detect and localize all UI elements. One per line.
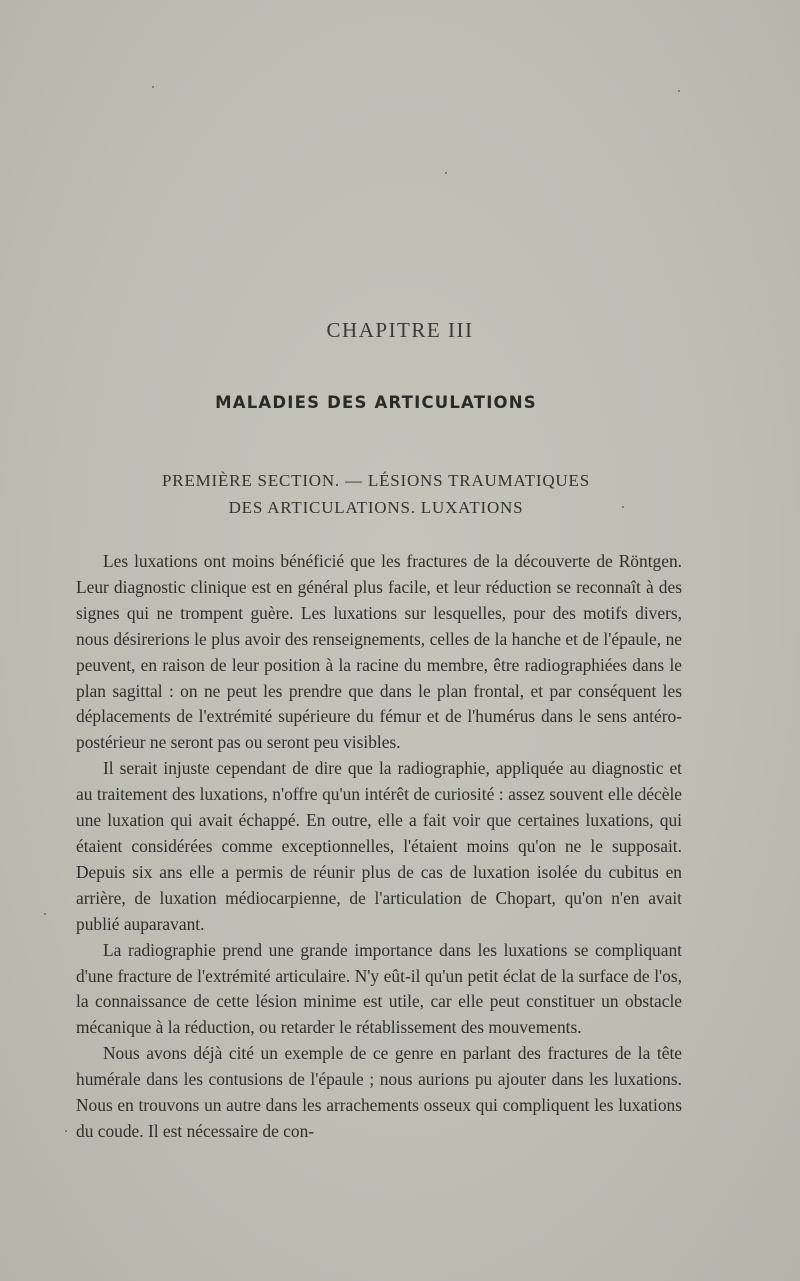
paragraph-4: Nous avons déjà cité un exemple de ce genre en parlant des fractures de la tête humérale dans les contusions de l'épaule ; nous aurions pu ajouter dans les luxations. Nous en trouvons un autre dans les arrachements osseux qui compliquent les luxations du coude. Il est nécessaire de con- xyxy=(76,1043,682,1141)
scan-speck xyxy=(622,506,624,508)
scan-speck xyxy=(152,86,154,88)
section-heading-line-2: DES ARTICULATIONS. LUXATIONS xyxy=(228,498,524,517)
section-heading xyxy=(0,467,752,521)
section-heading-line-1: PREMIÈRE SECTION. — LÉSIONS TRAUMATIQUES xyxy=(162,471,590,490)
paragraph-3: La radiographie prend une grande importance dans les luxations se compliquant d'une fracture de l'extrémité articulaire. N'y eût-il qu'un petit éclat de la surface de l'os, la connaissance de cette lésion minime est utile, car elle peut constituer un obstacle mécanique à la réduction, ou retarder le rétablissement des mouvements. xyxy=(76,939,682,1038)
chapter-title: MALADIES DES ARTICULATIONS xyxy=(215,393,537,412)
scan-speck xyxy=(44,913,46,915)
chapter-heading: CHAPITRE III xyxy=(326,318,474,342)
scan-speck xyxy=(678,90,680,92)
paragraph-2: Il serait injuste cependant de dire que la radiographie, appliquée au diagnostic et au traitement des luxations, n'offre qu'un intérêt de curiosité : assez souvent elle décèle une luxation qui avait échappé. En outre, elle a fait voir que certaines luxations, qui étaient considérées comme exceptionnelles, l'étaient moins qu'on ne le supposait. Depuis six ans elle a permis de réunir plus de cas de luxation isolée du cubitus en arrière, de luxation médiocarpienne, de l'articulation de Chopart, qu'on n'en avait publié auparavant. xyxy=(76,758,682,934)
scan-speck xyxy=(65,1130,67,1132)
paragraph-1: Les luxations ont moins bénéficié que les fractures de la découverte de Röntgen. Leur diagnostic clinique est en général plus facile, et leur réduction se reconnaît à des signes qui ne trompent guère. Les luxations sur lesquelles, pour des motifs divers, nous désirerions le plus avoir des renseignements, celles de la hanche et de l'épaule, ne peuvent, en raison de leur position à la racine du membre, être radiographiées dans le plan sagittal : on ne peut les prendre que dans le plan frontal, et par conséquent les déplacements de l'extrémité supérieure du fémur et de l'humérus dans le sens antéro-postérieur ne seront pas ou seront peu visibles. xyxy=(76,551,682,753)
body-text xyxy=(76,549,682,1145)
scan-speck xyxy=(445,172,447,174)
